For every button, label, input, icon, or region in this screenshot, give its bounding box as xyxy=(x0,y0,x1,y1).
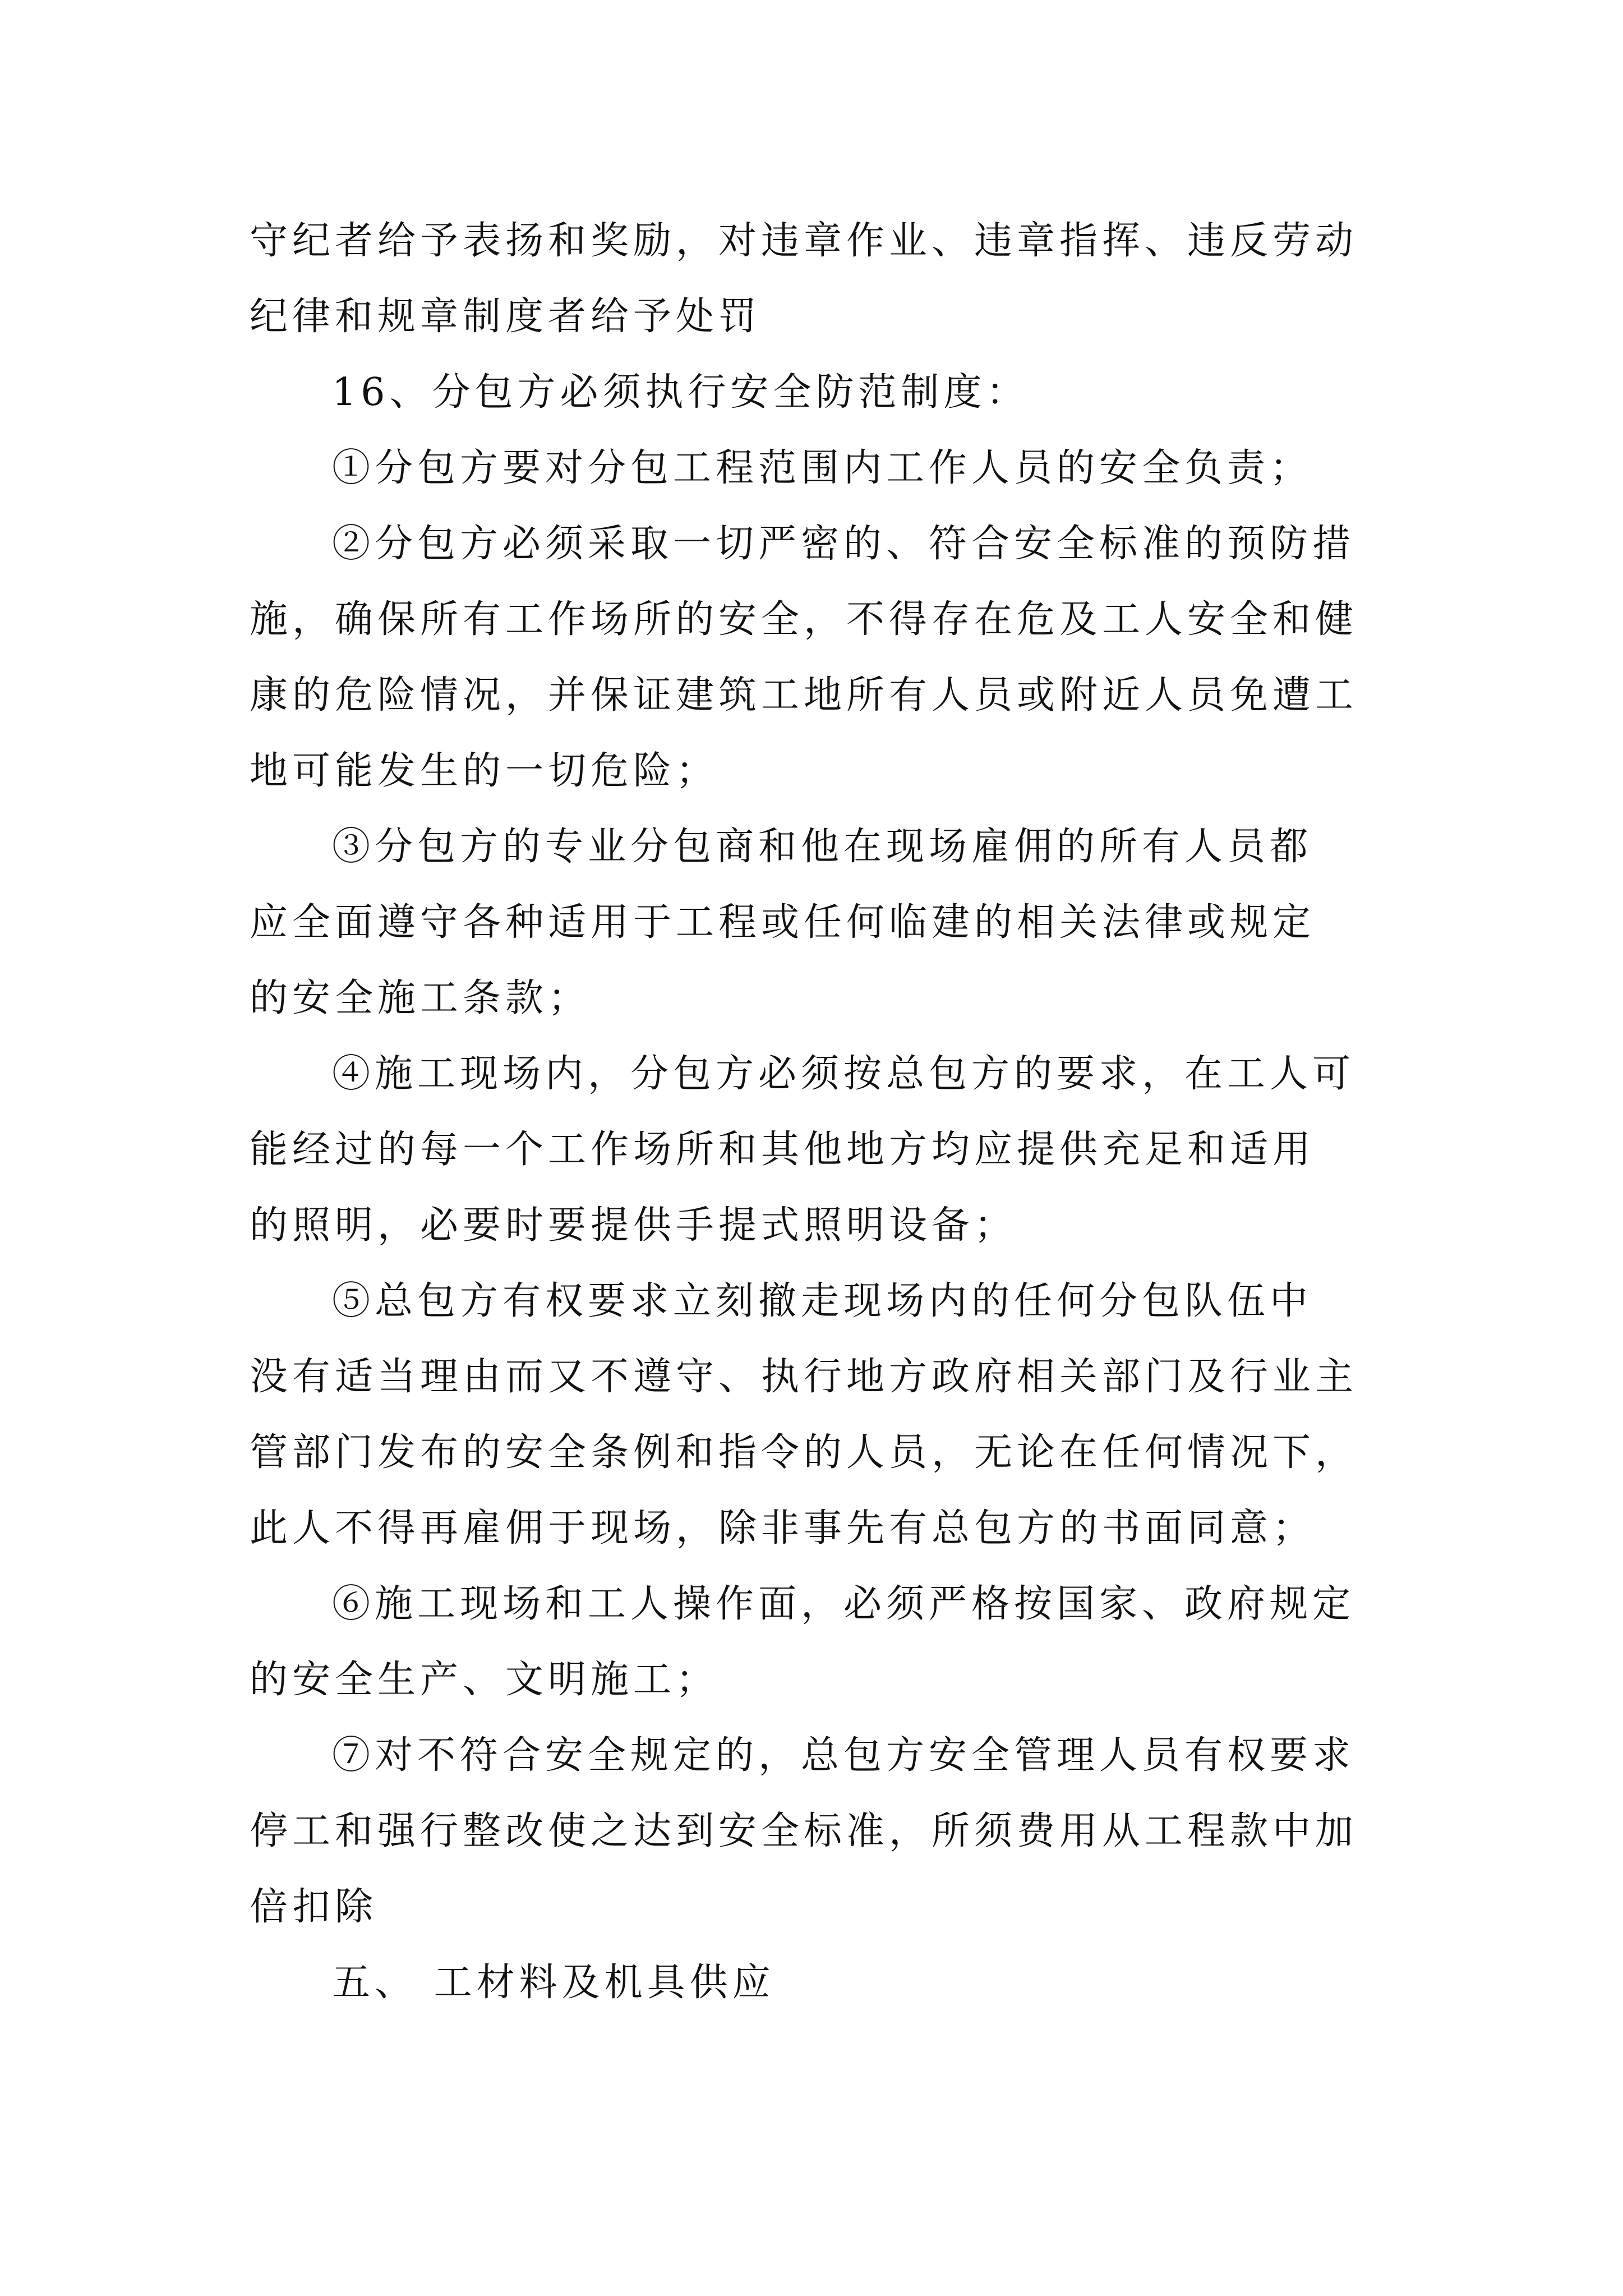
text-line: 地可能发生的一切危险； xyxy=(250,749,719,793)
text-line: 的安全施工条款； xyxy=(250,976,591,1020)
text-line: 施，确保所有工作场所的安全，不得存在危及工人安全和健 xyxy=(250,597,1358,642)
text-line: 能经过的每一个工作场所和其他地方均应提供充足和适用 xyxy=(250,1128,1316,1172)
text-line: ⑤总包方有权要求立刻撤走现场内的任何分包队伍中 xyxy=(332,1279,1313,1323)
text-line: ①分包方要对分包工程范围内工作人员的安全负责； xyxy=(332,446,1313,490)
text-line: 应全面遵守各种适用于工程或任何临建的相关法律或规定 xyxy=(250,900,1316,945)
text-line: ⑥施工现场和工人操作面，必须严格按国家、政府规定 xyxy=(332,1582,1355,1626)
text-line: ③分包方的专业分包商和他在现场雇佣的所有人员都 xyxy=(332,825,1313,869)
text-line: 康的危险情况，并保证建筑工地所有人员或附近人员免遭工 xyxy=(250,673,1358,717)
text-line: 没有适当理由而又不遵守、执行地方政府相关部门及行业主 xyxy=(250,1355,1358,1399)
section-heading: 五、 工材料及机具供应 xyxy=(332,1961,775,2005)
text-line: ④施工现场内，分包方必须按总包方的要求，在工人可 xyxy=(332,1052,1355,1096)
text-line: 倍扣除 xyxy=(250,1885,378,1929)
text-line: ②分包方必须采取一切严密的、符合安全标准的预防措 xyxy=(332,522,1355,566)
text-line: ⑦对不符合安全规定的，总包方安全管理人员有权要求 xyxy=(332,1733,1355,1778)
text-line: 停工和强行整改使之达到安全标准，所须费用从工程款中加 xyxy=(250,1809,1358,1853)
text-line: 的照明，必要时要提供手提式照明设备； xyxy=(250,1203,1017,1248)
text-line: 16、分包方必须执行安全防范制度： xyxy=(332,370,1029,415)
text-line: 守纪者给予表扬和奖励，对违章作业、违章指挥、违反劳动 xyxy=(250,219,1358,263)
text-line: 管部门发布的安全条例和指令的人员，无论在任何情况下， xyxy=(250,1430,1358,1475)
text-line: 的安全生产、文明施工； xyxy=(250,1658,719,1702)
text-line: 纪律和规章制度者给予处罚 xyxy=(250,295,762,339)
text-line: 此人不得再雇佣于现场，除非事先有总包方的书面同意； xyxy=(250,1506,1316,1550)
